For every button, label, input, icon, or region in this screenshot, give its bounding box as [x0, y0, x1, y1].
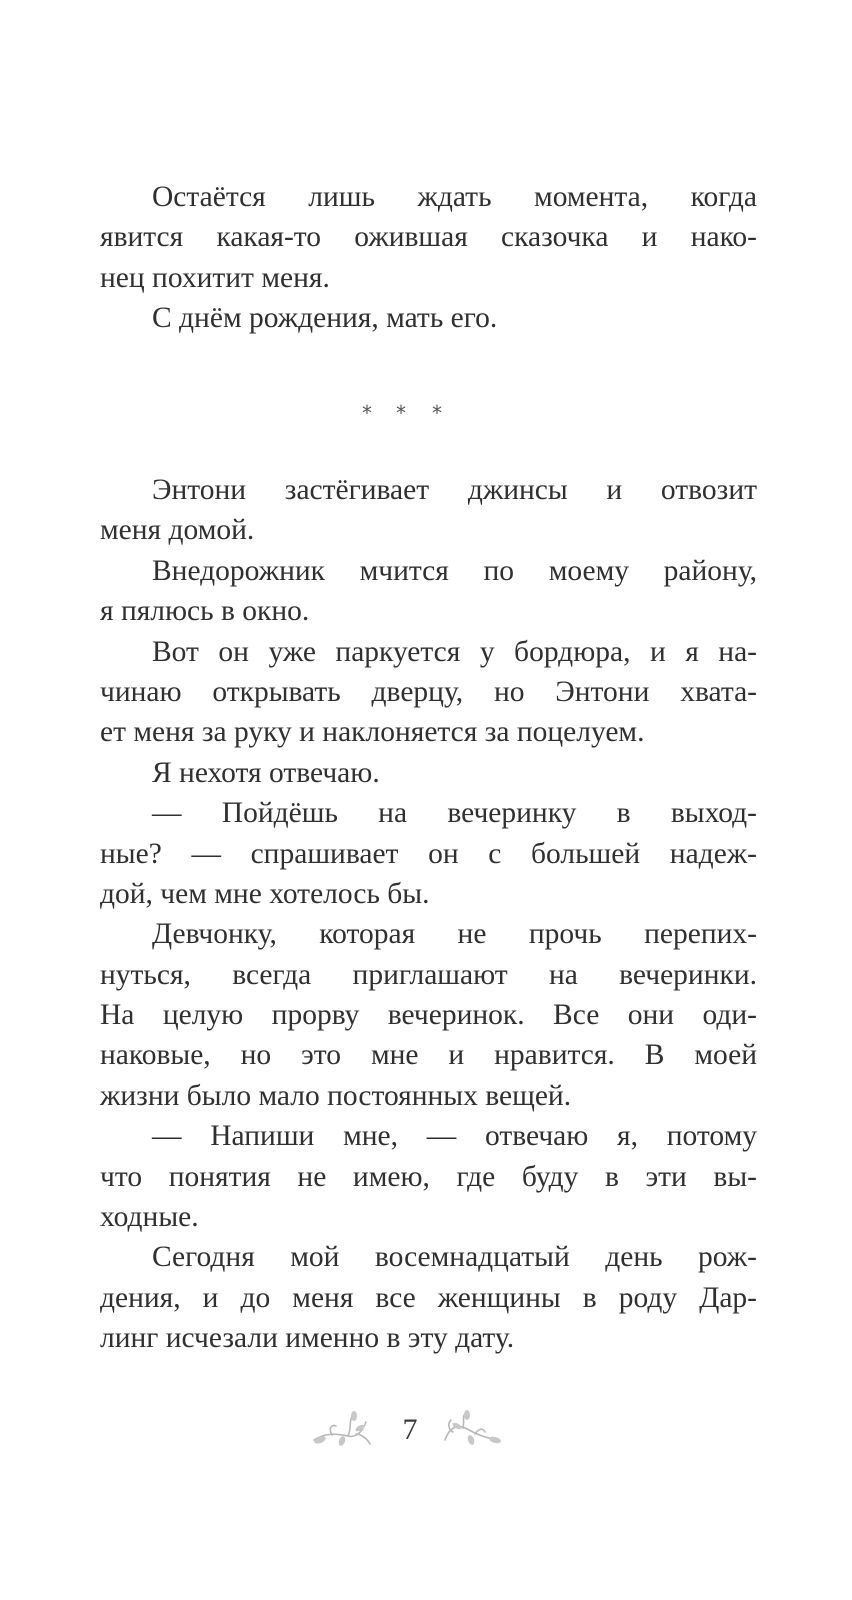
text-line: чинаю открывать дверцу, но Энтони хвата- [100, 675, 757, 708]
text-line: ходные. [100, 1201, 199, 1234]
paragraph [100, 914, 757, 1116]
text-line: Остаётся лишь ждать момента, когда [152, 181, 757, 213]
text-line: дой, чем мне хотелось бы. [100, 877, 430, 910]
text-line: ные? — спрашивает он с большей надеж- [100, 837, 757, 870]
page-number: 7 [402, 1413, 418, 1446]
text-block-before-separator [100, 177, 757, 339]
section-separator [0, 400, 852, 426]
text-line: явится какая-то ожившая сказочка и нако- [100, 221, 757, 254]
text-block-after-separator [100, 470, 757, 1359]
paragraph [100, 298, 757, 338]
text-line: Сегодня мой восемнадцатый день рож- [152, 1241, 757, 1274]
paragraph [100, 753, 757, 793]
text-line: Девчонку, которая не прочь перепих- [152, 918, 757, 951]
text-line: жизни было мало постоянных вещей. [100, 1079, 572, 1112]
paragraph [100, 177, 757, 298]
paragraph [100, 1237, 757, 1358]
text-line: я пялюсь в окно. [100, 595, 310, 628]
text-line: что понятия не имею, где буду в эти вы- [100, 1160, 757, 1193]
paragraph [100, 632, 757, 753]
text-line: — Пойдёшь на вечеринку в выход- [152, 797, 757, 830]
text-line: — Напиши мне, — отвечаю я, потому [152, 1120, 757, 1153]
text-line: С днём рождения, мать его. [152, 302, 498, 335]
text-line: дения, и до меня все женщины в роду Дар- [100, 1281, 757, 1314]
text-line: Энтони застёгивает джинсы и отвозит [152, 474, 757, 506]
text-line: На целую прорву вечеринок. Все они оди- [100, 999, 757, 1032]
floral-vine-icon [443, 1410, 503, 1450]
page-footer [0, 1408, 852, 1452]
text-line: нуться, всегда приглашают на вечеринки. [100, 958, 757, 991]
text-line: меня домой. [100, 514, 255, 547]
separator-star: * [396, 401, 406, 425]
text-line: Внедорожник мчится по моему району, [152, 554, 757, 587]
separator-star: * [362, 401, 372, 425]
text-line: нец похитит меня. [100, 261, 330, 294]
text-line: ет меня за руку и наклоняется за поцелуем. [100, 716, 645, 749]
paragraph [100, 1116, 757, 1237]
floral-vine-icon [312, 1410, 372, 1450]
paragraph [100, 551, 757, 632]
text-line: наковые, но это мне и нравится. В моей [100, 1039, 757, 1072]
text-line: Вот он уже паркуется у бордюра, и я на- [152, 635, 757, 668]
separator-star: * [432, 401, 442, 425]
text-line: линг исчезали именно в эту дату. [100, 1322, 515, 1355]
paragraph [100, 470, 757, 551]
text-line: Я нехотя отвечаю. [152, 756, 380, 789]
paragraph [100, 793, 757, 914]
